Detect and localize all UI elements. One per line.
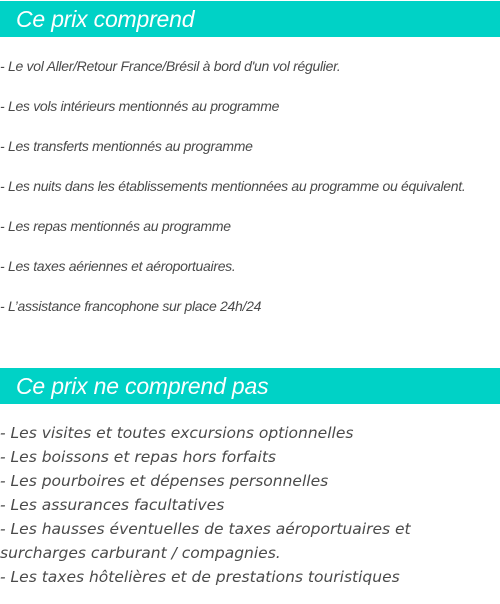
included-section-title: Ce prix comprend	[16, 5, 195, 32]
included-item: - Les repas mentionnés au programme	[0, 218, 231, 234]
included-section-header	[0, 1, 500, 37]
included-item: - Les taxes aériennes et aéroportuaires.	[0, 258, 236, 274]
included-item: - L’assistance francophone sur place 24h/24	[0, 298, 262, 314]
included-item: - Les nuits dans les établissements mentionnées au programme ou équivalent.	[0, 178, 466, 194]
excluded-section-header	[0, 368, 500, 404]
excluded-item: - Les visites et toutes excursions optionnelles	[0, 424, 354, 442]
excluded-section-title: Ce prix ne comprend pas	[16, 372, 269, 399]
excluded-item: - Les pourboires et dépenses personnelles	[0, 472, 329, 490]
excluded-item: - Les hausses éventuelles de taxes aéroportuaires et surcharges carburant / compagnies.	[0, 520, 411, 562]
excluded-item: - Les taxes hôtelières et de prestations touristiques	[0, 568, 400, 586]
excluded-item: - Les assurances facultatives	[0, 496, 225, 514]
included-item: - Le vol Aller/Retour France/Brésil à bord d'un vol régulier.	[0, 58, 341, 74]
included-item: - Les vols intérieurs mentionnés au programme	[0, 98, 280, 114]
excluded-items-list	[0, 421, 500, 589]
included-item: - Les transferts mentionnés au programme	[0, 138, 253, 154]
excluded-item: - Les boissons et repas hors forfaits	[0, 448, 276, 466]
included-items-list	[0, 55, 500, 335]
